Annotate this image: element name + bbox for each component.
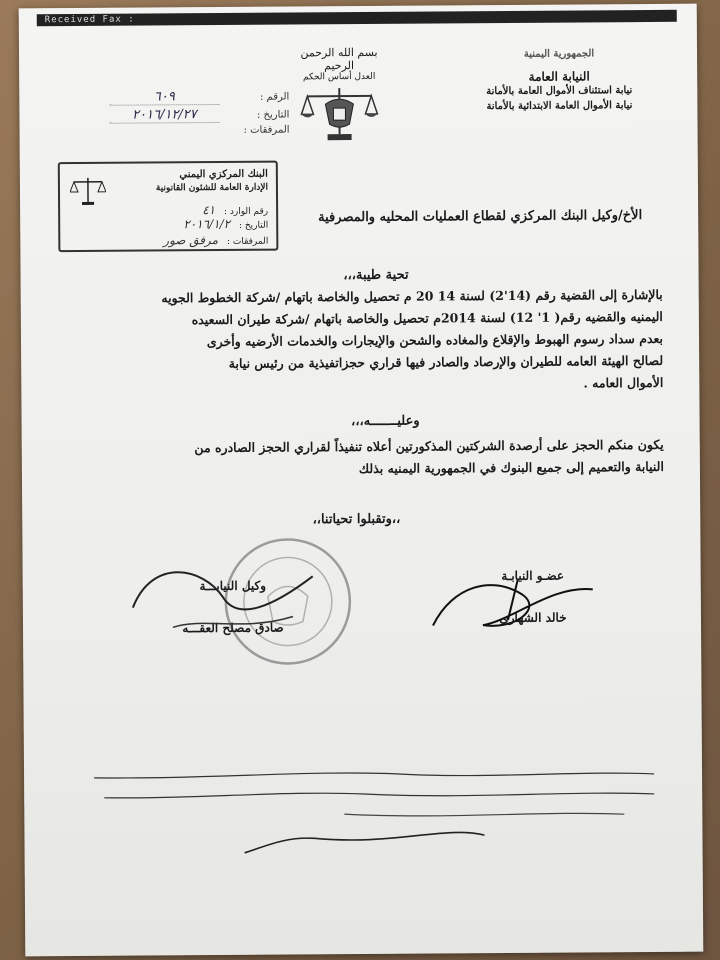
reference-date-value: ٢٠١٦/١٢/٢٧ [109,107,219,124]
signature-right-title: عضـو النيابـة [501,568,565,584]
body-line: اليمنيه والقضيه رقم( 1' 12) لسنة 2014م تحصيل والخاصة باتهام /شركة طيران السعيده [191,308,663,328]
body-line: الأموال العامه . [583,374,664,391]
letter-greeting: تحية طيبة،،، [343,267,409,284]
letter-closing: ،،وتقبلوا تحياتنا،، [312,511,401,528]
signature-left-title: وكيل النيابـــة [199,578,267,594]
stamp-date-value: ٢٠١٦/١/٢ [183,216,231,232]
incoming-number-label: رقم الوارد : [223,206,269,217]
document-page [19,4,704,957]
request-line: يكون منكم الحجز على أرصدة الشركتين المذكورتين أعلاه تنفيذاً لقراري الحجز الصادره من [194,436,664,456]
stamp-attachments-value: مرفق صور [163,232,219,248]
sub-department-label: نيابة الأموال العامة الابتدائية بالأمانة [486,100,633,113]
issuer-header [459,48,659,112]
bank-name: البنك المركزي اليمني [179,168,268,181]
reference-date-row [79,106,289,125]
stamp-date [183,217,268,232]
motto-text: العدل أساس الحكم [302,71,376,83]
body-line: بالإشارة إلى القضية رقم (14'2) لسنة 14 20 م تحصيل والخاصة باتهام /شركة الخطوط الجويه [161,286,663,306]
reference-attachments-label: المرفقات : [243,124,290,136]
reference-number-label: الرقم : [259,91,290,103]
stamp-attachments-label: المرفقات : [226,236,269,247]
bank-department: الإدارة العامة للشئون القانونية [155,182,268,194]
stamp-attachments [163,233,268,248]
therefore-heading: وعليـــــــه،،، [351,413,420,430]
incoming-number [202,203,268,217]
body-line: لصالح الهيئة العامه للطيران والإرصاد والصادر فيها قراري حجزاتفيذية من رئيس نيابة [228,352,664,371]
reference-number-value: ٦٠٩ [109,89,219,106]
body-line: بعدم سداد رسوم الهبوط والإقلاع والمغاده والشحن والإيجارات والخدمات الأرضيه وأخرى [206,330,664,350]
stamp-date-label: التاريخ : [238,220,269,231]
fax-header-bar [37,10,677,26]
signature-left-name: صادق مصلح العقـــه [182,620,284,636]
reference-number-row [79,88,289,107]
scales-eagle-icon [299,84,379,147]
reference-date-label: التاريخ : [256,109,290,121]
department-label: نيابة استئناف الأموال العامة بالأمانة [486,85,633,98]
handwritten-signature-left-icon [112,546,333,648]
central-bank-receipt-stamp [58,161,279,253]
handwritten-signature-right-icon [423,564,604,645]
republic-label: الجمهورية اليمنية [523,48,595,60]
signature-right-name: خالد الشهاري [499,610,567,626]
reference-attachments-row [80,124,290,143]
letter-request [74,434,664,482]
reference-block [79,88,289,143]
letter-addressee: الأخ/وكيل البنك المركزي لقطاع العمليات المحليه والمصرفية [318,208,643,226]
incoming-number-value: ٤١ [202,203,216,218]
justice-scale-icon [70,176,106,206]
authority-label: النيابة العامة [528,69,590,84]
letter-body [73,284,664,398]
request-line: النيابة والتعميم إلى جميع البنوك في الجمهورية اليمنيه بذلك [358,458,664,477]
basmala-text: بسم الله الرحمن الرحيم [300,45,378,73]
state-emblem [289,46,390,147]
fax-header-text: Received Fax : [44,14,135,26]
handwritten-notes-icon [64,764,665,858]
